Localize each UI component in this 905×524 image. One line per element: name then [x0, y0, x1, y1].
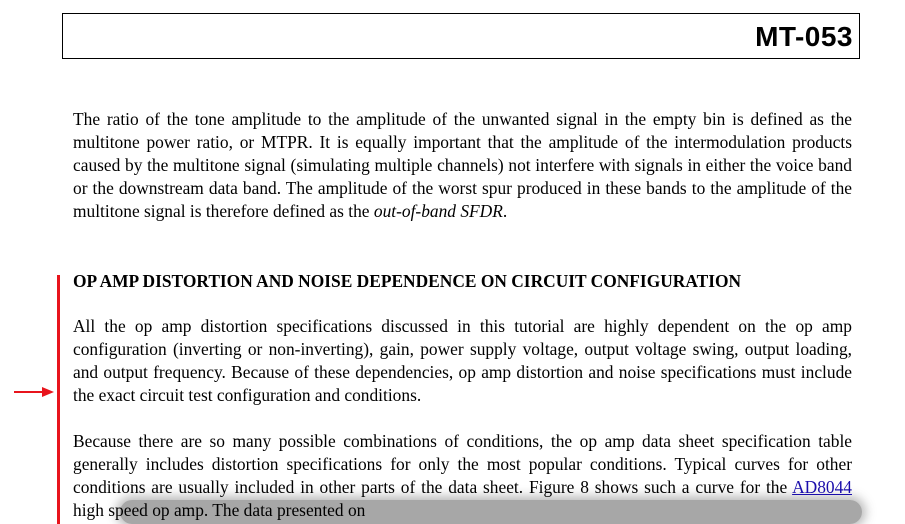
paragraph-mtpr-end: . [502, 201, 508, 221]
paragraph-mtpr [73, 108, 852, 223]
red-arrow-icon [14, 385, 54, 399]
change-bar [57, 275, 60, 524]
paragraph-distortion-specs: All the op amp distortion specifications discussed in this tutorial are highly dependent on the op amp configuration (inverting or non-inverting), gain, power supply voltage, output voltage swing, output loading, and output frequency. Because of these dependencies, op amp distortion and noise specifications must include the exact circuit test configuration and conditions. [73, 316, 852, 405]
section-heading: OP AMP DISTORTION AND NOISE DEPENDENCE ON CIRCUIT CONFIGURATION [73, 271, 742, 291]
paragraph-conditions [73, 430, 852, 522]
paragraph-mtpr-text: The ratio of the tone amplitude to the amplitude of the unwanted signal in the empty bin is defined as the multitone power ratio, or MTPR. It is equally important that the amplitude of the intermodulation products caused by the multitone signal (simulating multiple channels) not interfere with signals in either the voice band or the downstream data band. The amplitude of the worst spur produced in these bands to the amplitude of the multitone signal is therefore defined as the [73, 109, 852, 221]
paragraph-conditions-tail: high speed op amp. The data presented on [73, 500, 366, 520]
paragraph-conditions-text: Because there are so many possible combinations of conditions, the op amp data sheet specification table generally includes distortion specifications for only the most popular conditions. Typical curves for other conditions are usually included in other parts of the data sheet. Figure 8 shows such a curve for the [73, 431, 852, 497]
ad8044-link[interactable]: AD8044 [792, 477, 852, 497]
document-id: MT-053 [755, 21, 853, 52]
out-of-band-sfdr-term: out-of-band SFDR [373, 201, 503, 221]
document-header-box [62, 13, 860, 59]
